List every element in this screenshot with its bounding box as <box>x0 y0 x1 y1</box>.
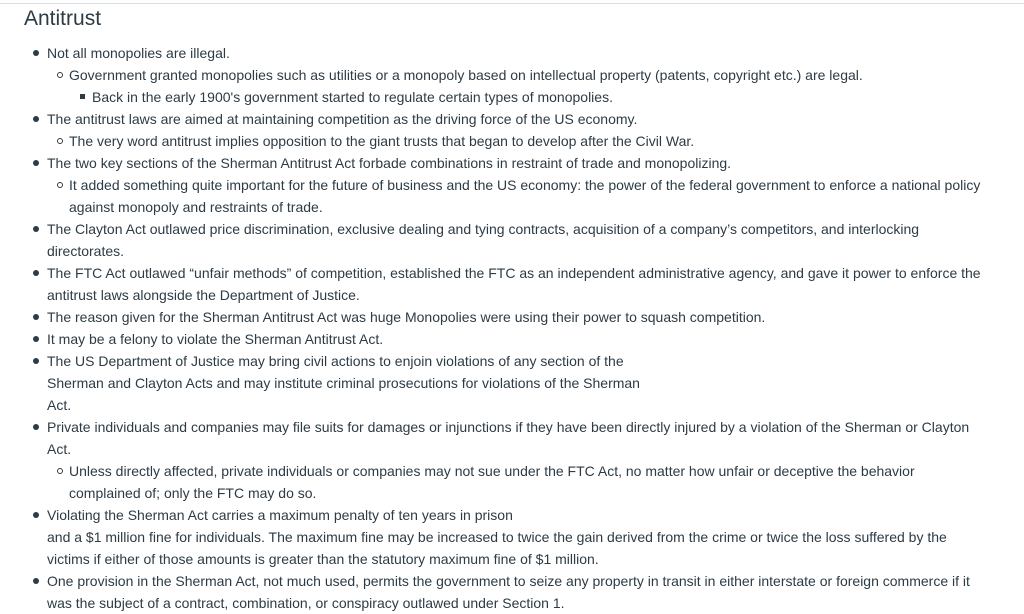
list-item <box>0 130 1024 152</box>
disc-bullet-icon <box>33 512 39 518</box>
disc-bullet-icon <box>33 160 39 166</box>
disc-bullet-icon <box>33 424 39 430</box>
square-bullet-icon <box>80 94 85 99</box>
list-item <box>0 350 1024 416</box>
disc-bullet-icon <box>33 270 39 276</box>
circle-bullet-icon <box>57 468 63 474</box>
list-item-text-line: The two key sections of the Sherman Antitrust Act forbade combinations in restraint of trade and monopolizing. <box>47 155 732 171</box>
list-item-text-line: Back in the early 1900's government started to regulate certain types of monopolies. <box>92 89 613 105</box>
circle-bullet-icon <box>57 72 63 78</box>
list-item <box>0 416 1024 460</box>
list-item-text-line: antitrust laws alongside the Department of Justice. <box>47 287 360 303</box>
list-item <box>0 152 1024 174</box>
list-item-text-line: complained of; only the FTC may do so. <box>69 485 317 501</box>
list-item-text-line: The Clayton Act outlawed price discrimination, exclusive dealing and tying contracts, acquisition of a company’s competitors, and interlocking <box>47 221 920 237</box>
disc-bullet-icon <box>33 578 39 584</box>
list-item-text-line: It added something quite important for the future of business and the US economy: the power of the federal government to enforce a national policy <box>69 177 981 193</box>
list-item <box>0 328 1024 350</box>
list-item <box>0 262 1024 306</box>
disc-bullet-icon <box>33 50 39 56</box>
list-item-text-line: victims if either of those amounts is greater than the statutory maximum fine of $1 million. <box>47 551 599 567</box>
disc-bullet-icon <box>33 358 39 364</box>
list-item-text-line: One provision in the Sherman Act, not much used, permits the government to seize any property in transit in either interstate or foreign commerce if it <box>47 573 970 589</box>
list-item-text-line: Sherman and Clayton Acts and may institute criminal prosecutions for violations of the Sherman <box>47 375 640 391</box>
list-item-text-line: Act. <box>47 397 72 413</box>
circle-bullet-icon <box>57 182 63 188</box>
list-item <box>0 570 1024 614</box>
list-item <box>0 460 1024 504</box>
top-divider <box>0 3 1024 4</box>
list-item <box>0 174 1024 218</box>
list-item-text-line: Not all monopolies are illegal. <box>47 45 230 61</box>
bullet-outline <box>0 42 1024 614</box>
list-item-text-line: directorates. <box>47 243 125 259</box>
list-item-text-line: The US Department of Justice may bring civil actions to enjoin violations of any section of the <box>47 353 624 369</box>
list-item-text-line: Unless directly affected, private individuals or companies may not sue under the FTC Act, no matter how unfair or deceptive the behavior <box>69 463 915 479</box>
list-item <box>0 108 1024 130</box>
list-item <box>0 86 1024 108</box>
list-item <box>0 306 1024 328</box>
list-item <box>0 504 1024 570</box>
disc-bullet-icon <box>33 314 39 320</box>
list-item-text-line: The FTC Act outlawed “unfair methods” of competition, established the FTC as an independent administrative agency, and gave it power to enforce the <box>47 265 981 281</box>
list-item <box>0 64 1024 86</box>
list-item-text-line: Private individuals and companies may file suits for damages or injunctions if they have been directly injured by a violation of the Sherman or Clayton <box>47 419 970 435</box>
disc-bullet-icon <box>33 116 39 122</box>
disc-bullet-icon <box>33 226 39 232</box>
page-title: Antitrust <box>24 7 102 30</box>
list-item-text-line: The antitrust laws are aimed at maintaining competition as the driving force of the US economy. <box>47 111 638 127</box>
circle-bullet-icon <box>57 138 63 144</box>
list-item-text-line: Government granted monopolies such as utilities or a monopoly based on intellectual property (patents, copyright etc.) are legal. <box>69 67 863 83</box>
list-item <box>0 42 1024 64</box>
list-item-text-line: Act. <box>47 441 72 457</box>
disc-bullet-icon <box>33 336 39 342</box>
list-item-text-line: The reason given for the Sherman Antitrust Act was huge Monopolies were using their power to squash competition. <box>47 309 766 325</box>
list-item-text-line: against monopoly and restraints of trade. <box>69 199 323 215</box>
list-item-text-line: was the subject of a contract, combination, or conspiracy outlawed under Section 1. <box>47 595 565 611</box>
list-item-text-line: and a $1 million fine for individuals. The maximum fine may be increased to twice the gain derived from the crime or twice the loss suffered by the <box>47 529 947 545</box>
list-item <box>0 218 1024 262</box>
list-item-text-line: Violating the Sherman Act carries a maximum penalty of ten years in prison <box>47 507 513 523</box>
list-item-text-line: It may be a felony to violate the Sherman Antitrust Act. <box>47 331 384 347</box>
list-item-text-line: The very word antitrust implies opposition to the giant trusts that began to develop after the Civil War. <box>69 133 695 149</box>
